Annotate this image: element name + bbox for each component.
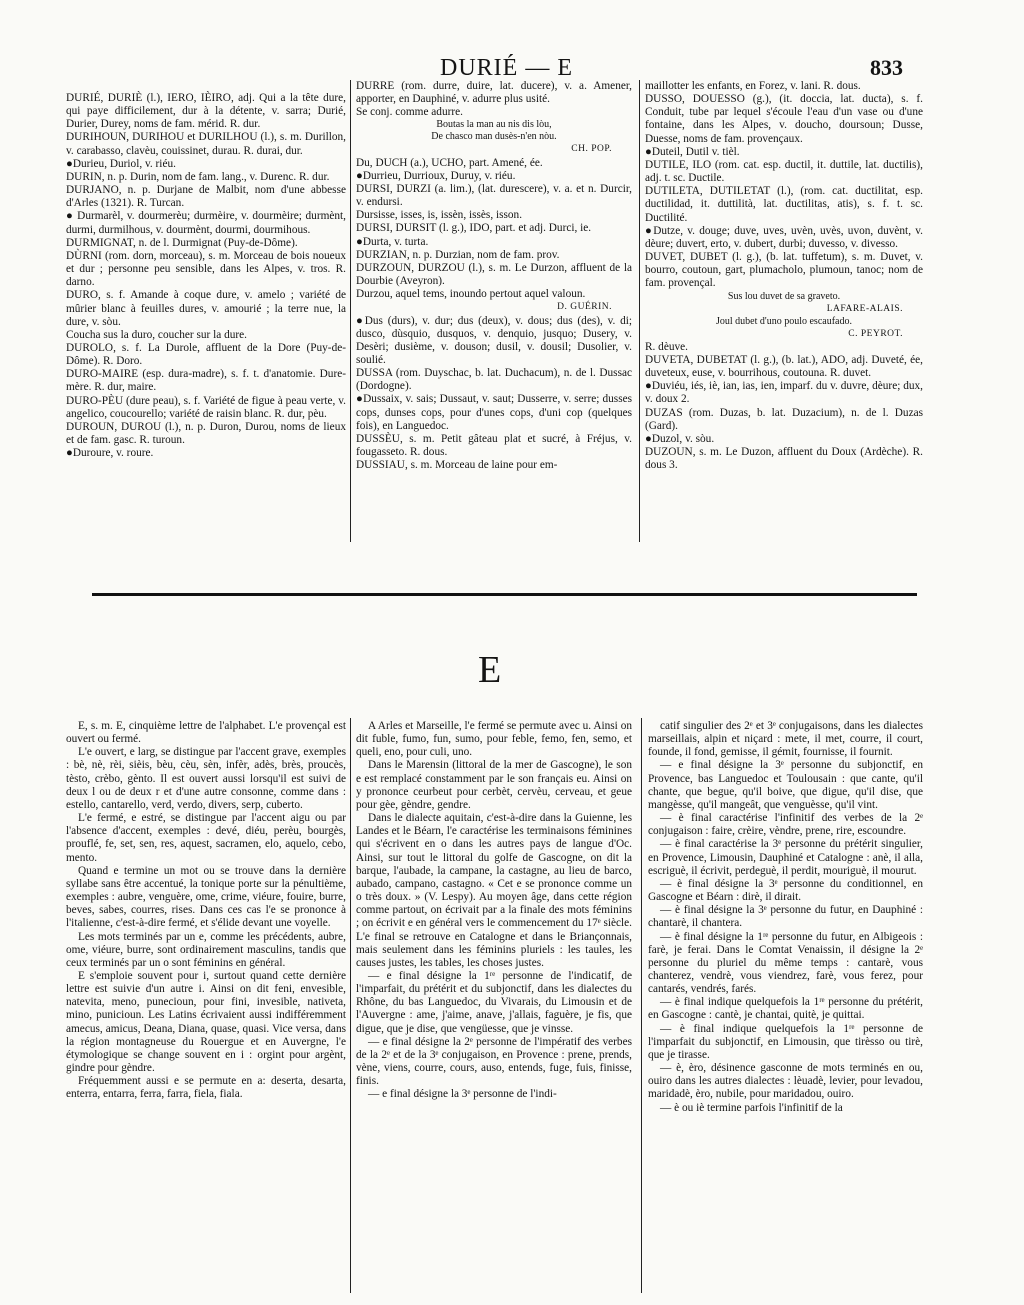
column-divider: [350, 80, 351, 542]
entry-paragraph: DURRE (rom. durre, duire, lat. ducere), v. a. Amener, apporter, en Dauphiné, v. adurre plus usité.: [356, 80, 632, 106]
entry-paragraph: De chasco man dusès-n'en nòu.: [431, 131, 557, 143]
entry-paragraph: Durzou, aquel tems, inoundo pertout aquel valoun.: [356, 288, 586, 301]
entry-paragraph: Joul dubet d'uno poulo escaufado.: [716, 315, 852, 327]
dictionary-column-1: [66, 92, 346, 460]
entry-paragraph: DURZOUN, DURZOU (l.), s. m. Le Durzon, affluent de la Dourbie (Aveyron).: [356, 261, 632, 288]
entry-paragraph: CH. POP.: [571, 144, 612, 155]
entry-paragraph: R. dèuve.: [645, 340, 688, 353]
entry-paragraph: Se conj. comme adurre.: [356, 106, 463, 119]
entry-paragraph: DUSSA (rom. Duyschac, b. lat. Duchacum), n. de l. Dussac (Dordogne).: [356, 367, 632, 393]
entry-paragraph: — è final désigne la 1ʳᵉ personne du futur, en Albigeois : farè, je ferai. Dans le Comtat Venaissin, il désigne la 2ᵉ personne du pluriel du même temps : cantarè, vous chanterez, vendrè, vous viendrez, farè, vous ferez, pour cantarés, vendrés, farés.: [648, 930, 923, 996]
entry-paragraph: DUROLO, s. f. La Durole, affluent de la Dore (Puy-de-Dôme). R. Doro.: [66, 341, 346, 368]
entry-paragraph: — e final désigne la 3ᵉ personne de l'indi-: [368, 1088, 557, 1101]
entry-paragraph: DURIÉ, DURIÈ (l.), IERO, IÈIRO, adj. Qui a la tête dure, qui paye difficilement, dur à la détente, v. sarra; Durié, Durier, Durey, noms de fam. mérid. R. dur.: [66, 92, 346, 131]
entry-paragraph: Dans le Marensin (littoral de la mer de Gascogne), le son e est remplacé constamment par le son français eu. Ainsi on y prononce ceurbeut pour cerbèt, cervèu, cerveau, et geue pour gèe, gèndre, gendre.: [356, 759, 632, 811]
entry-paragraph: ●Duteil, Dutil v. tièl.: [645, 145, 740, 158]
entry-paragraph: — e final désigne la 3ᵉ personne du subjonctif, en Provence, bas Languedoc et Toulousain : que cante, qu'il chante, que begue, qu'il boive, que digue, qu'il dise, que mangèsse, qu'il mangeât, que venguèsse, qu'il vint.: [648, 759, 923, 811]
entry-paragraph: Boutas la man au nis dis lòu,: [436, 119, 552, 131]
entry-paragraph: L'e fermé, e estré, se distingue par l'accent aigu ou par l'absence d'accent, exemples : devé, diéu, perèu, bourgès, prouflé, fe, set, sen, res, aquest, sacramen, elo, aquelo, cebo, mento.: [66, 812, 346, 864]
entry-paragraph: ●Duviéu, iés, iè, ian, ias, ien, imparf. du v. duvre, dèure; dux, v. doux 2.: [645, 380, 923, 406]
entry-paragraph: DURMIGNAT, n. de l. Durmignat (Puy-de-Dôme).: [66, 236, 298, 249]
entry-paragraph: — e final désigne la 1ʳᵉ personne de l'indicatif, de l'imparfait, du prétérit et du subjonctif, dans les dialectes du Rhône, du bas Languedoc, du Vivarais, du Limousin et de l'Auvergne : ame, j'aime, anave, j'allais, faguère, je fis, que digue, que je dise, que vengüesse, que je vinsse.: [356, 969, 632, 1035]
entry-paragraph: DUZAS (rom. Duzas, b. lat. Duzacium), n. de l. Duzas (Gard).: [645, 406, 923, 432]
entry-paragraph: DURIN, n. p. Durin, nom de fam. lang., v. Durenc. R. dur.: [66, 170, 330, 183]
entry-paragraph: DUSSÈU, s. m. Petit gâteau plat et sucré, à Fréjus, v. fougasseto. R. dous.: [356, 432, 632, 459]
entry-paragraph: catif singulier des 2ᵉ et 3ᵉ conjugaisons, dans les dialectes marseillais, alpin et niçard : mete, il met, courre, il court, founde, il fond, gemisse, il gémit, fournisse, il fournit.: [648, 720, 923, 759]
entry-paragraph: LAFARE-ALAIS.: [826, 303, 903, 314]
column-divider: [350, 718, 351, 1293]
entry-paragraph: ●Duzol, v. sòu.: [645, 432, 715, 445]
entry-paragraph: A Arles et Marseille, l'e fermé se permute avec u. Ainsi on dit fuble, fumo, fun, sumo, pour feble, femo, fen, semo, et queli, eno, pour culi, uno.: [356, 720, 632, 759]
section-rule: [92, 593, 917, 596]
entry-paragraph: — è ou iè termine parfois l'infinitif de la: [660, 1101, 843, 1114]
entry-paragraph: DURSI, DURSIT (l. g.), IDO, part. et adj. Durci, ie.: [356, 222, 592, 235]
entry-paragraph: ●Durieu, Duriol, v. riéu.: [66, 157, 176, 170]
entry-paragraph: DÙRNI (rom. dorn, morceau), s. m. Morceau de bois noueux et dur ; personne peu sensible, dans les Alpes, v. tros. R. darno.: [66, 249, 346, 289]
entry-paragraph: DURZIAN, n. p. Durzian, nom de fam. prov.: [356, 248, 560, 261]
entry-paragraph: ●Durta, v. turta.: [356, 235, 429, 248]
dictionary-column-2: [356, 80, 632, 472]
entry-paragraph: L'e ouvert, e larg, se distingue par l'accent grave, exemples : bè, nè, rèi, sièis, bèu, cèu, sèn, infèr, adès, brès, proucès, tèsto, crèbo, gènto. Il est ouvert aussi lorsqu'il est suivi de deux l ou de deux r et d'une autre consonne, comme dans : estello, cantarello, verd, verdo, divers, serp, cuberto.: [66, 746, 346, 811]
head-word: DURIÉ — E: [440, 55, 573, 81]
entry-paragraph: DURO, s. f. Amande à coque dure, v. amelo ; variété de mûrier blanc à feuilles dures, v. amourié ; la terre nue, la dure, v. sòu.: [66, 289, 346, 328]
section-letter: E: [478, 649, 502, 691]
article-column-1: [66, 720, 346, 1102]
entry-paragraph: DUTILETA, DUTILETAT (l.), (rom. cat. ductilitat, esp. ductilidad, it. duttilità, lat. ductilitas, atis), s. f. t. sc. Ductilité.: [645, 185, 923, 224]
entry-paragraph: — e final désigne la 2ᵉ personne de l'impératif des verbes de la 2ᵉ et de la 3ᵉ conjugaison, en Provence : prene, prends, vène, viens, courre, cours, auso, entends, fuge, fuis, finisse, finis.: [356, 1035, 632, 1088]
entry-paragraph: Dursisse, isses, is, issèn, issès, isson.: [356, 209, 523, 222]
entry-paragraph: E s'emploie souvent pour i, surtout quand cette dernière lettre est suivie d'un autre i. Ainsi on dit feni, envesible, natevita, meno, punecioun, pour fini, invesible, nativeta, mino, punicioun. Les Latins écrivaient aussi indifféremment amecus, amicus, Deana, Diana, quase, quasi. Vice versa, dans la région montagneuse du Rouergue et en Auvergne, l'e étymologique se change souvent en i : orgint pour argènt, gindre pour gèndre.: [66, 969, 346, 1075]
entry-paragraph: DURIHOUN, DURIHOU et DURILHOU (l.), s. m. Durillon, v. carabasso, clavèu, couissinet, durau. R. durai, dur.: [66, 131, 346, 157]
entry-paragraph: Du, DUCH (a.), UCHO, part. Amené, ée.: [356, 156, 543, 169]
entry-paragraph: Coucha sus la duro, coucher sur la dure.: [66, 328, 248, 341]
dictionary-column-3: [645, 80, 923, 472]
page-number: 833: [870, 55, 903, 80]
entry-paragraph: ●Duroure, v. roure.: [66, 447, 154, 460]
entry-paragraph: Sus lou duvet de sa graveto.: [727, 290, 841, 302]
entry-paragraph: C. PEYROT.: [848, 328, 903, 339]
entry-paragraph: — è final indique quelquefois la 1ʳᵉ personne de l'imparfait du subjonctif, en Limousin, que tirèsso ou tirè, que je tirasse.: [648, 1022, 923, 1061]
entry-paragraph: Dans le dialecte aquitain, c'est-à-dire dans la Guienne, les Landes et le Béarn, l'e caractérise les terminaisons féminines qui s'écrivent en o dans les autres pays de langue d'Oc. Ainsi, sur tout le littoral du golfe de Gascogne, on dit la barque, l'aubade, la campane, la castagne, au lieu de barco, aubado, campano, castagno. « Cet e se prononce comme un o très doux. » (V. Lespy). Au moyen âge, dans cette région comme partout, on écrivait par a la finale des mots féminins ; on écrivit e en général vers le commencement du 17ᵉ siècle. L'e final se retrouve en Catalogne et dans le Briançonnais, mais seulement dans les féminins pluriels : les taules, les causes justes, les tables, les choses justes.: [356, 812, 632, 969]
entry-paragraph: DURJANO, n. p. Durjane de Malbit, nom d'une abbesse d'Arles (1321). R. Turcan.: [66, 184, 346, 210]
entry-paragraph: DUZOUN, s. m. Le Duzon, affluent du Doux (Ardèche). R. dous 3.: [645, 446, 923, 472]
entry-paragraph: maillotter les enfants, en Forez, v. lani. R. dous.: [645, 80, 861, 92]
entry-paragraph: DURSI, DURZI (a. lim.), (lat. durescere), v. a. et n. Durcir, v. endursi.: [356, 182, 632, 209]
entry-paragraph: D. GUÉRIN.: [557, 302, 612, 313]
entry-paragraph: — è final indique quelquefois la 1ʳᵉ personne du prétérit, en Gascogne : cantè, je chantai, quitè, je quittai.: [648, 996, 923, 1022]
column-divider: [639, 80, 640, 542]
entry-paragraph: ●Durrieu, Durrioux, Duruy, v. riéu.: [356, 169, 516, 182]
article-column-3: [648, 720, 923, 1115]
entry-paragraph: ● Durmarèl, v. dourmerèu; durmèire, v. dourmèire; durmènt, durmi, durmilhous, v. dourmènt, dourmi, dourmihous.: [66, 210, 346, 236]
entry-paragraph: ●Dussaix, v. sais; Dussaut, v. saut; Dusserre, v. serre; dusses cops, dunses cops, pour d'unes cops, d'uni cop (quelques fois), en Languedoc.: [356, 393, 632, 432]
entry-paragraph: DUVET, DUBET (l. g.), (b. lat. tuffetum), s. m. Duvet, v. bourro, coutoun, gart, plumacholo, plumoun, tanoc; nom de fam. provençal.: [645, 251, 923, 290]
entry-paragraph: — è, èro, désinence gasconne de mots terminés en ou, ouiro dans les autres dialectes : lèuadè, levier, pour levadou, maridadè, èro, nubile, pour maridadou, ouiro.: [648, 1062, 923, 1101]
entry-paragraph: — è final désigne la 3ᵉ personne du conditionnel, en Gascogne et Béarn : dirè, il dirait.: [648, 877, 923, 904]
entry-paragraph: DUVETA, DUBETAT (l. g.), (b. lat.), ADO, adj. Duveté, ée, duveteux, euse, v. bourrihous, coutouna. R. duvet.: [645, 353, 923, 380]
entry-paragraph: DUROUN, DUROU (l.), n. p. Duron, Durou, noms de lieux et de fam. gasc. R. turoun.: [66, 420, 346, 447]
entry-paragraph: ●Dutze, v. douge; duve, uves, uvèn, uvès, uvon, duvènt, v. dèure; duvert, erto, v. dubert, durbi; duvesso, v. divesso.: [645, 224, 923, 250]
entry-paragraph: — è final caractérise l'infinitif des verbes de la 2ᵉ conjugaison : faire, crèire, vèndre, prene, rire, escoundre.: [648, 812, 923, 838]
column-divider: [641, 718, 642, 1293]
entry-paragraph: DUSSO, DOUESSO (g.), (it. doccia, lat. ducta), s. f. Conduit, tube par lequel s'écoule l'eau d'un vase ou d'une fontaine, dans les Alpes, v. doucho, doursoun; Dusse, Duesse, noms de fam. provençaux.: [645, 93, 923, 145]
entry-paragraph: Fréquemment aussi e se permute en a: deserta, desarta, enterra, entarra, ferra, farra, fiela, fiala.: [66, 1075, 346, 1101]
entry-paragraph: DUSSIAU, s. m. Morceau de laine pour em-: [356, 459, 558, 472]
entry-paragraph: — è final désigne la 3ᵉ personne du futur, en Dauphiné : chantarè, il chantera.: [648, 904, 923, 930]
entry-paragraph: ●Dus (durs), v. dur; dus (deux), v. dous; dus (des), v. di; dusco, dùsquio, dusquos, v. denquio, jusquo; Dusery, v. Desèri; dusième, v. douson; dusil, v. dousil; Dusolier, v. soulié.: [356, 314, 632, 366]
entry-paragraph: Les mots terminés par un e, comme les précédents, aubre, ome, viéure, burre, sont ordinairement masculins, tandis que ceux terminés par un o sont féminins en général.: [66, 930, 346, 969]
entry-paragraph: DUTILE, ILO (rom. cat. esp. ductil, it. duttile, lat. ductilis), adj. t. sc. Ductile.: [645, 158, 923, 185]
entry-paragraph: Quand e termine un mot ou se trouve dans la dernière syllabe sans être accentué, la tonique porte sur la pénultième, exemples : aubre, venguère, ome, crime, viéure, fouire, burre, beves, sabes, courres, rises. Dans ces cas l'e se prononce à l'italienne, c'est-à-dire fermé, et s'élide devant une voyelle.: [66, 864, 346, 930]
entry-paragraph: DURO-MAIRE (esp. dura-madre), s. f. t. d'anatomie. Dure-mère. R. dur, maire.: [66, 368, 346, 394]
entry-paragraph: — è final caractérise la 3ᵉ personne du prétérit singulier, en Provence, Limousin, Dauphiné et Catalogne : anè, il alla, escriguè, il écrivit, perdeguè, il perdit, mouriguè, il mourut.: [648, 838, 923, 877]
entry-paragraph: DURO-PÈU (dure peau), s. f. Variété de figue à peau verte, v. angelico, coucourello; variété de raisin blanc. R. dur, pèu.: [66, 394, 346, 420]
article-column-2: [356, 720, 632, 1102]
entry-paragraph: E, s. m. E, cinquième lettre de l'alphabet. L'e provençal est ouvert ou fermé.: [66, 720, 346, 746]
